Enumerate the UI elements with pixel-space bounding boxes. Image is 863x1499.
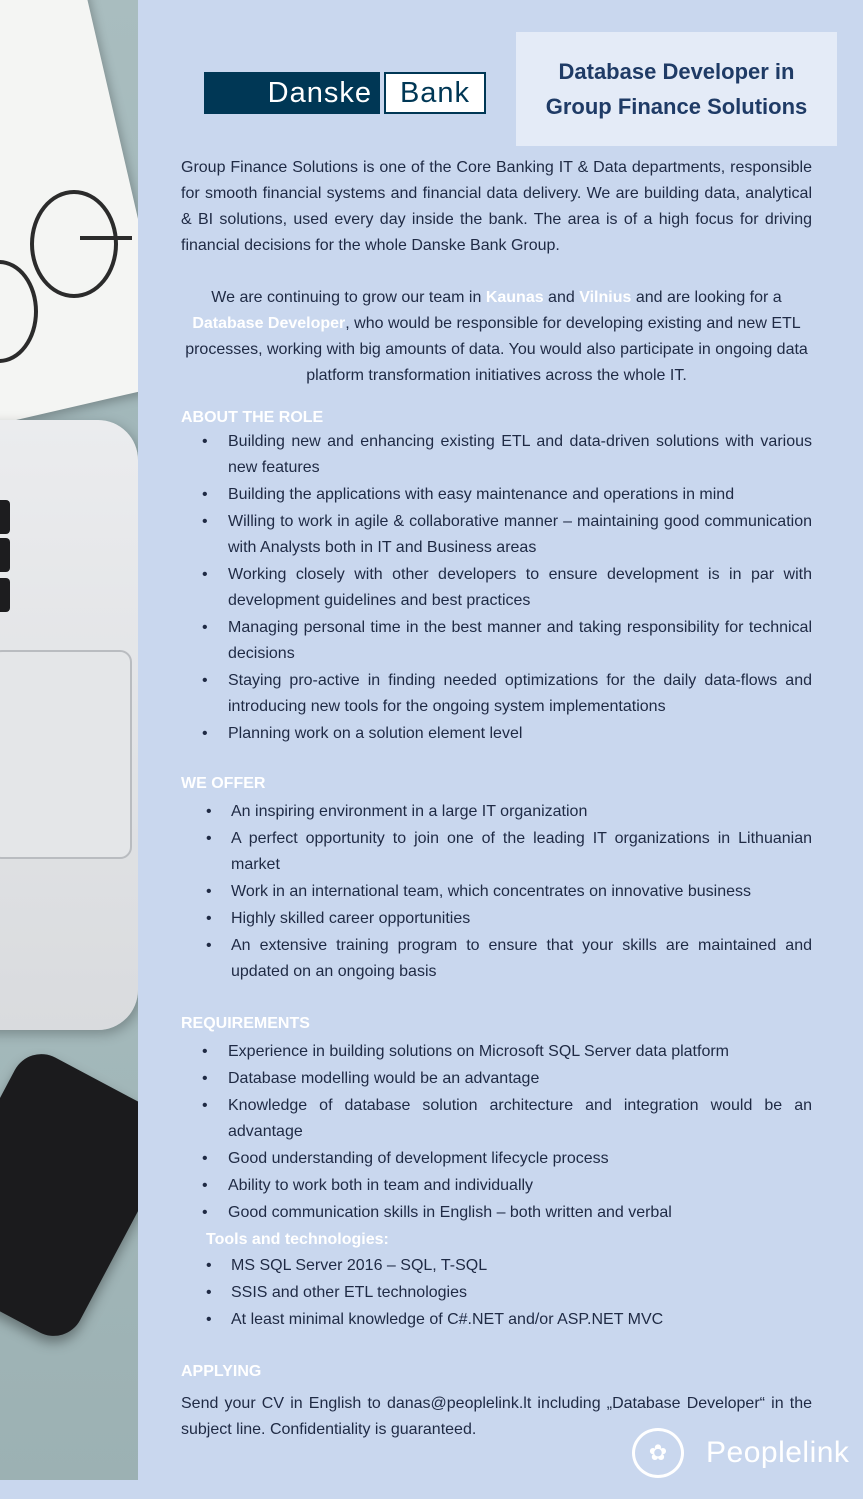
offer-list: [181, 799, 812, 985]
requirements-list: [181, 1039, 812, 1226]
list-item: • Database modelling would be an advantage: [181, 1066, 812, 1092]
list-item: • Ability to work both in team and individually: [181, 1173, 812, 1199]
list-item: • Knowledge of database solution architecture and integration would be an advantage: [181, 1093, 812, 1145]
growth-paragraph: [181, 285, 812, 389]
logo-part-bank: Bank: [384, 72, 486, 114]
about-list: [181, 429, 812, 747]
applying-heading: APPLYING: [181, 1363, 262, 1380]
list-item: • Planning work on a solution element level: [181, 721, 812, 747]
smartphone: [0, 1044, 138, 1347]
tools-heading: Tools and technologies:: [206, 1231, 389, 1248]
list-item: • Building new and enhancing existing ETL and data-driven solutions with various new features: [181, 429, 812, 481]
applying-text: Send your CV in English to danas@peoplelink.lt including „Database Developer“ in the subject line. Confidentiality is guaranteed.: [181, 1395, 812, 1438]
list-item: • Good communication skills in English – both written and verbal: [181, 1200, 812, 1226]
danske-bank-logo: [204, 72, 486, 114]
city-kaunas: Kaunas: [485, 289, 544, 306]
tools-list: [181, 1253, 812, 1333]
laptop-key: [0, 578, 10, 612]
list-item: • MS SQL Server 2016 – SQL, T-SQL: [181, 1253, 812, 1279]
offer-heading: WE OFFER: [181, 775, 266, 792]
list-item: • A perfect opportunity to join one of the leading IT organizations in Lithuanian market: [181, 826, 812, 878]
about-heading: ABOUT THE ROLE: [181, 409, 324, 426]
intro-paragraph: Group Finance Solutions is one of the Core Banking IT & Data departments, responsible for smooth financial systems and financial data delivery. We are building data, analytical & BI solutions, used every day inside the bank. The area is of a high focus for driving financial decisions for the whole Danske Bank Group.: [181, 159, 812, 254]
list-item: • Experience in building solutions on Microsoft SQL Server data platform: [181, 1039, 812, 1065]
list-item: • Work in an international team, which concentrates on innovative business: [181, 879, 812, 905]
background-photo: [0, 0, 138, 1480]
title-box: [516, 32, 837, 146]
glasses-lens-icon: [30, 190, 118, 298]
list-item: • Highly skilled career opportunities: [181, 906, 812, 932]
glasses-temple: [80, 236, 132, 240]
growth-text: and are looking for a: [631, 289, 782, 306]
trackpad: [0, 650, 132, 859]
page-title-line2: Group Finance Solutions: [545, 94, 808, 119]
growth-text: and: [543, 289, 580, 306]
laptop-key: [0, 538, 10, 572]
list-item: • An extensive training program to ensure that your skills are maintained and updated on an ongoing basis: [181, 933, 812, 985]
list-item: • Building the applications with easy maintenance and operations in mind: [181, 482, 812, 508]
list-item: • Managing personal time in the best manner and taking responsibility for technical decisions: [181, 615, 812, 667]
list-item: • Working closely with other developers to ensure development is in par with development guidelines and best practices: [181, 562, 812, 614]
growth-text: We are continuing to grow our team in: [211, 289, 486, 306]
main-content: [181, 155, 812, 1443]
growth-text: , who would be responsible for developing existing and new ETL processes, working with big amounts of data. You would also participate in ongoing data platform transformation initiatives across the whole IT.: [185, 315, 808, 384]
page-title-line1: Database Developer in: [558, 59, 795, 84]
laptop-key: [0, 500, 10, 534]
list-item: • At least minimal knowledge of C#.NET and/or ASP.NET MVC: [181, 1307, 812, 1333]
list-item: • Good understanding of development lifecycle process: [181, 1146, 812, 1172]
peoplelink-name: Peoplelink: [706, 1436, 850, 1469]
list-item: • An inspiring environment in a large IT organization: [181, 799, 812, 825]
requirements-heading: REQUIREMENTS: [181, 1015, 310, 1032]
list-item: • SSIS and other ETL technologies: [181, 1280, 812, 1306]
peoplelink-logo: [632, 1428, 849, 1478]
city-vilnius: Vilnius: [579, 289, 632, 306]
role-name: Database Developer: [192, 315, 346, 332]
peoplelink-mark-icon: ✿: [632, 1428, 684, 1478]
list-item: • Staying pro-active in finding needed optimizations for the daily data-flows and introducing new tools for the ongoing system implementations: [181, 668, 812, 720]
list-item: • Willing to work in agile & collaborative manner – maintaining good communication with Analysts both in IT and Business areas: [181, 509, 812, 561]
logo-part-danske: Danske: [204, 72, 380, 114]
